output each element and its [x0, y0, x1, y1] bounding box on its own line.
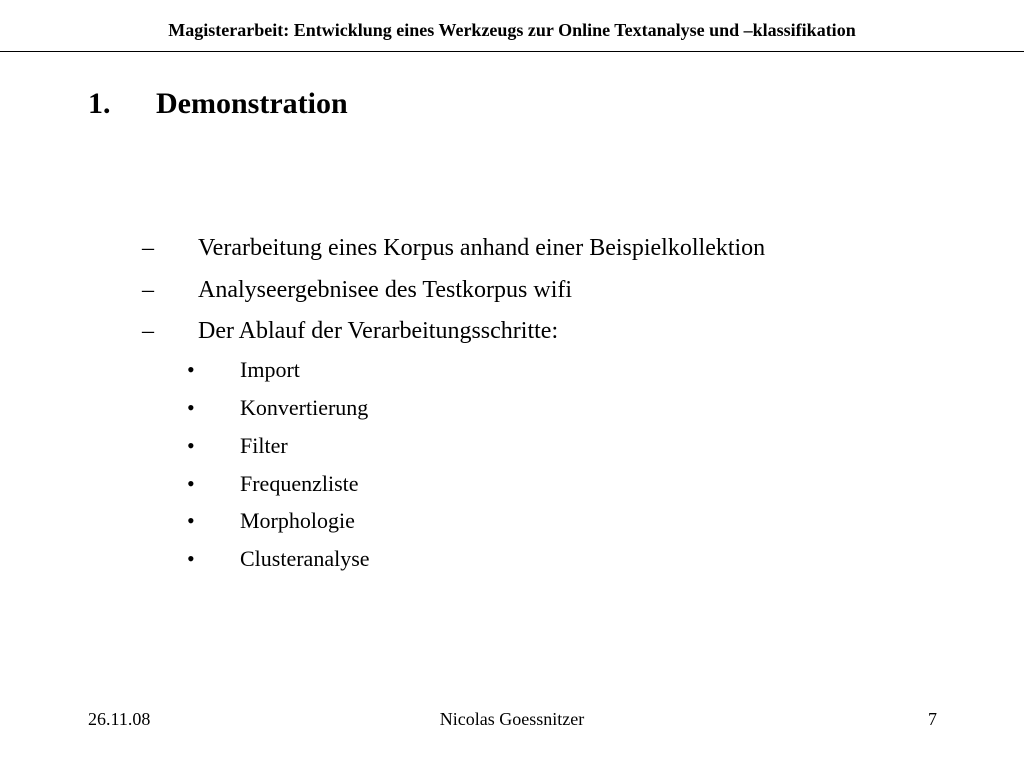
step-text: Konvertierung [240, 395, 369, 420]
bullet-marker: • [187, 433, 195, 458]
section-title: Demonstration [156, 87, 348, 120]
section-number: 1. [88, 87, 111, 120]
dash-marker: – [142, 277, 154, 303]
bullet-marker: • [187, 395, 195, 420]
footer-author: Nicolas Goessnitzer [439, 709, 585, 729]
step-text: Morphologie [240, 508, 355, 533]
step-text: Import [240, 357, 300, 382]
bullet-marker: • [187, 546, 195, 571]
bullet-marker: • [187, 357, 195, 382]
step-text: Clusteranalyse [240, 546, 370, 571]
step-text: Frequenzliste [240, 471, 359, 496]
list-item-text: Analyseergebnisee des Testkorpus wifi [198, 277, 573, 303]
list-item-text: Der Ablauf der Verarbeitungsschritte: [198, 318, 559, 344]
list-item-text: Verarbeitung eines Korpus anhand einer Beispielkollektion [198, 235, 766, 261]
bullet-marker: • [187, 471, 195, 496]
header-divider [0, 51, 1024, 52]
step-text: Filter [240, 433, 288, 458]
page-number: 7 [928, 709, 937, 729]
footer-date: 26.11.08 [88, 709, 151, 729]
dash-marker: – [142, 235, 154, 261]
header-title: Magisterarbeit: Entwicklung eines Werkzeugs zur Online Textanalyse und –klassifikation [168, 20, 856, 40]
bullet-marker: • [187, 508, 195, 533]
dash-marker: – [142, 318, 154, 344]
